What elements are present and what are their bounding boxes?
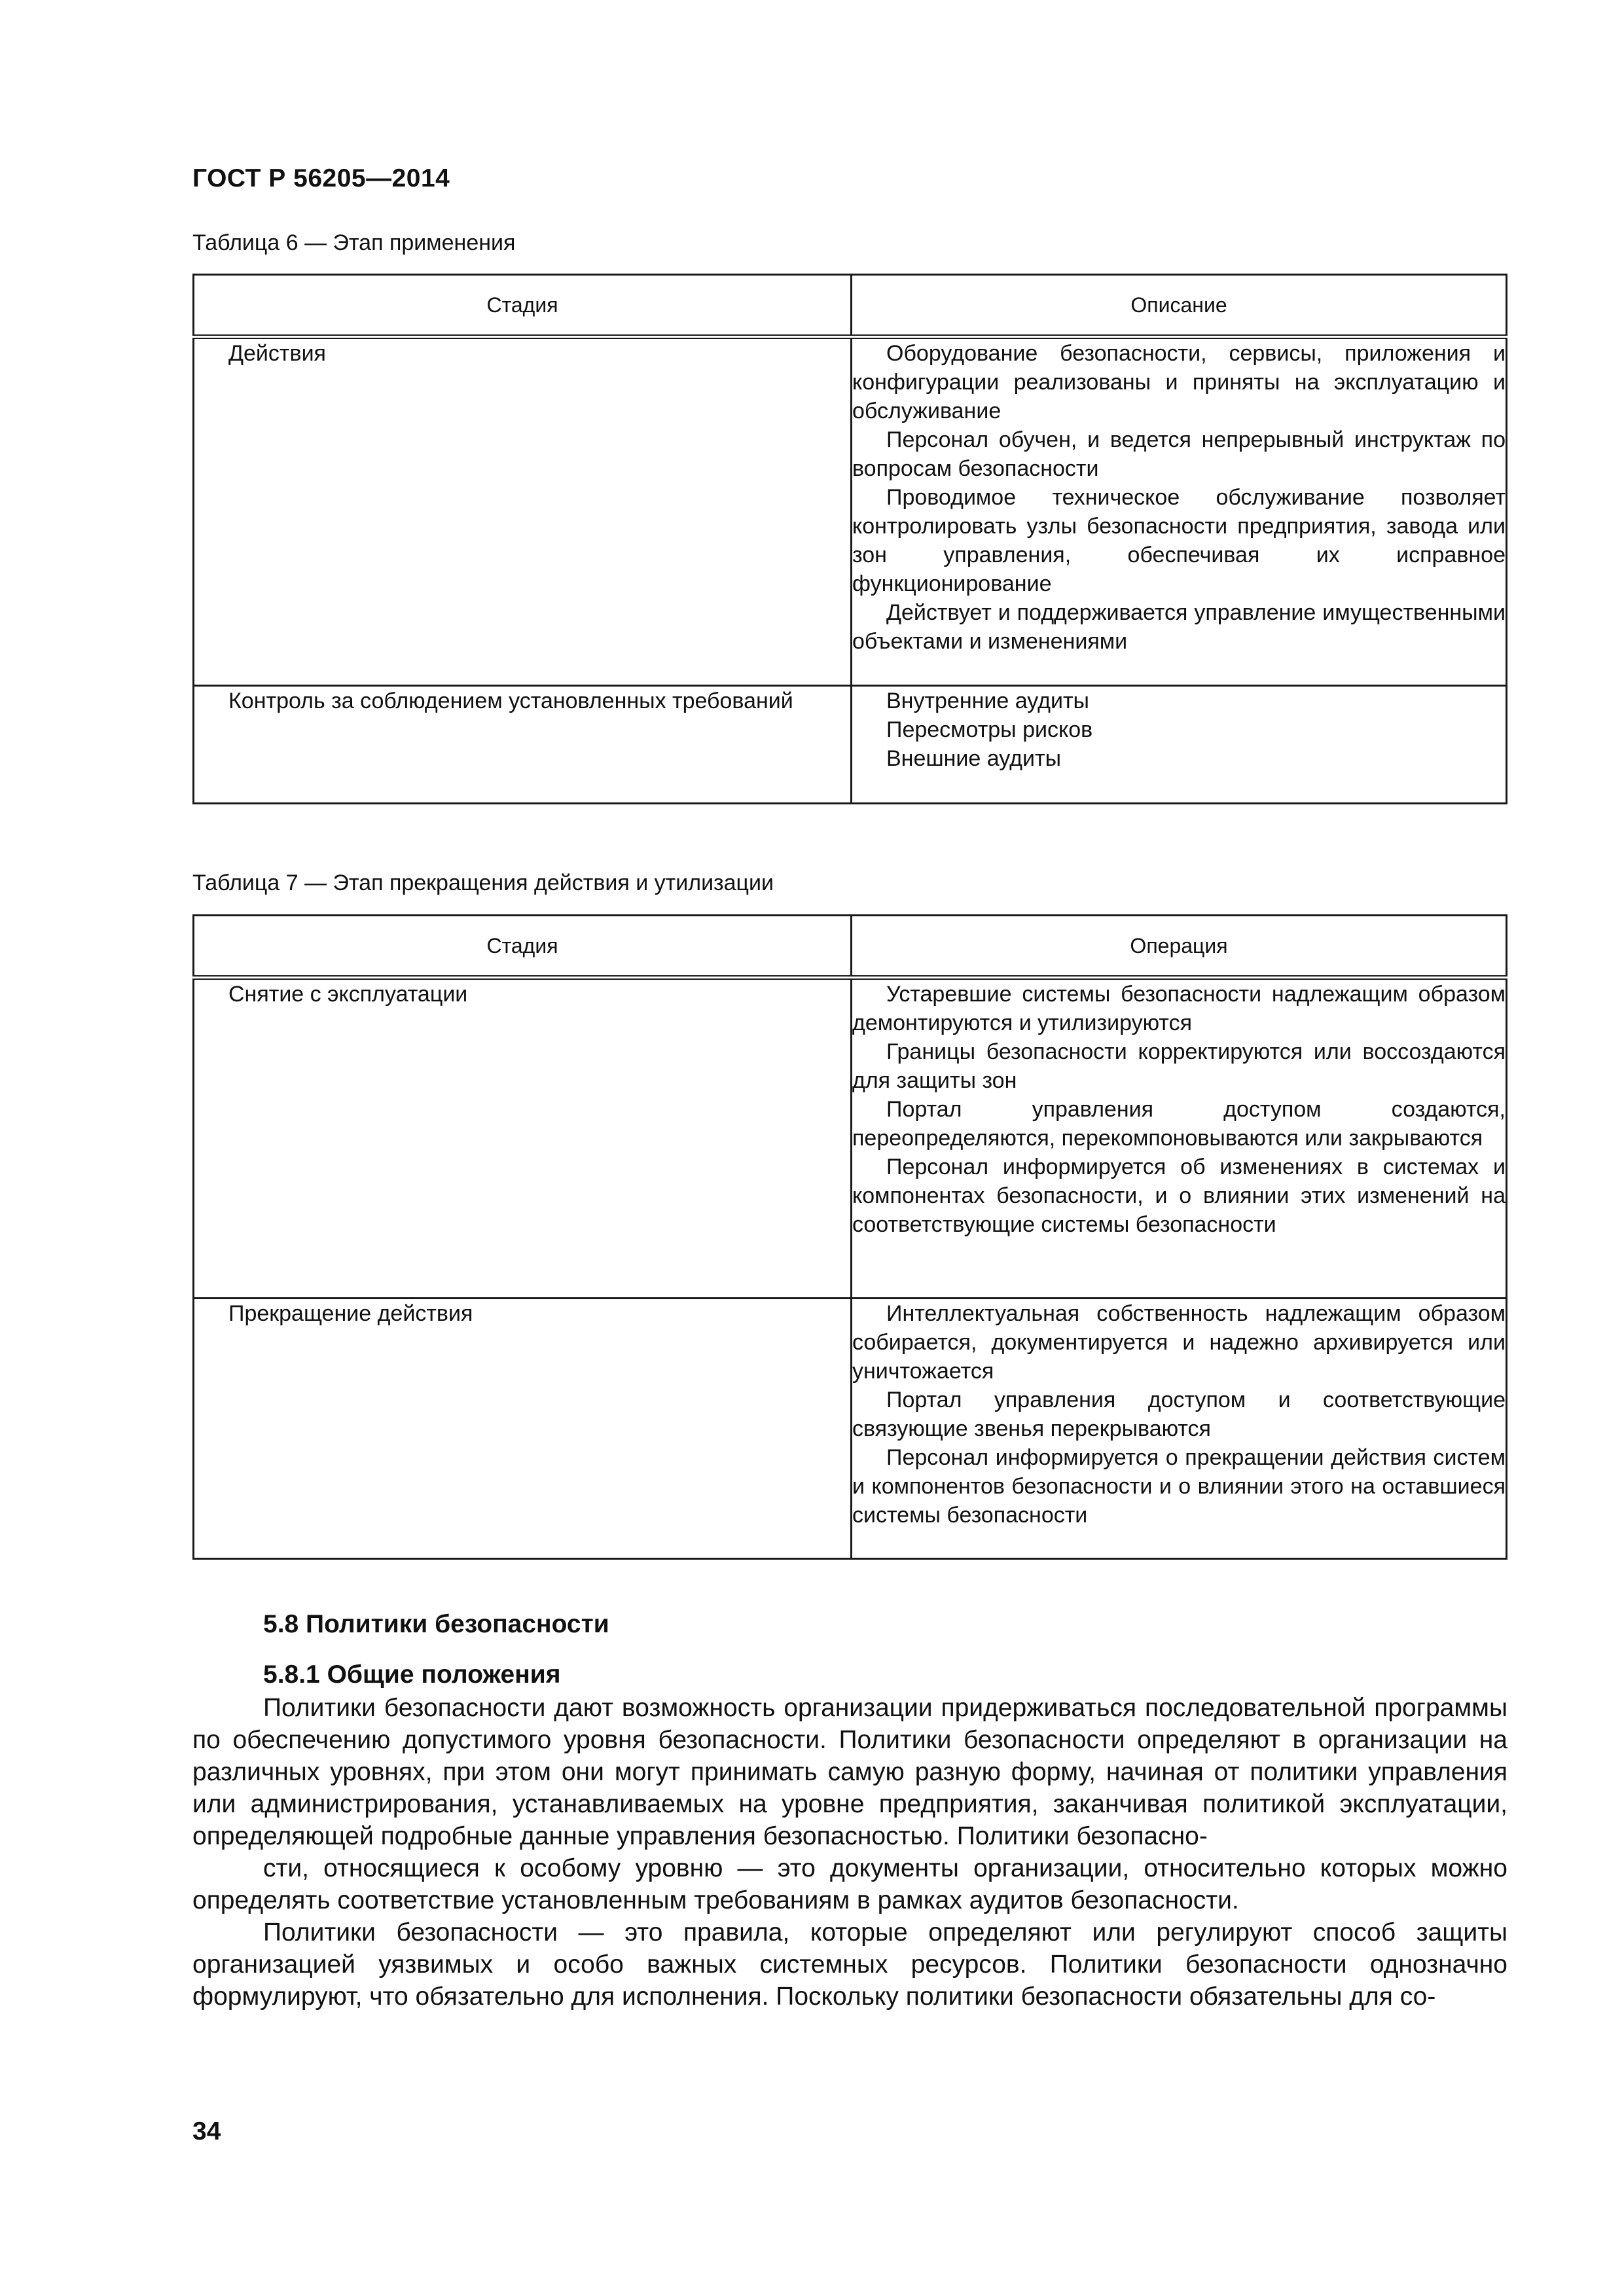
- table-cell-stage: Снятие с эксплуатации: [194, 978, 852, 1299]
- table-row: [194, 1299, 1507, 1559]
- table-7-caption: Таблица 7 — Этап прекращения действия и утилизации: [192, 870, 774, 895]
- paragraph: сти, относящиеся к особому уровню — это документы организации, относительно которых можно определять соответствие установленным требованиям в рамках аудитов безопасности.: [192, 1854, 1507, 1914]
- list-item: Проводимое техническое обслуживание позволяет контролировать узлы безопасности предприятия, завода или зон управления, обеспечивая их исправное функционирование: [852, 485, 1506, 596]
- table-7: [192, 914, 1507, 1560]
- list-item: Устаревшие системы безопасности надлежащим образом демонтируются и утилизируются: [852, 982, 1506, 1035]
- list-item: Персонал информируется об изменениях в системах и компонентах безопасности, и о влиянии этих изменений на соответствующие системы безопасности: [852, 1155, 1506, 1237]
- table-row: [194, 978, 1507, 1299]
- list-item: Внутренние аудиты: [886, 689, 1089, 713]
- list-item: Персонал обучен, и ведется непрерывный инструктаж по вопросам безопасности: [852, 427, 1506, 481]
- paragraph: Политики безопасности дают возможность организации придерживаться последовательной программы по обеспечению допустимого уровня безопасности. Политики безопасности определяют в организации на различных уровнях, при этом они могут принимать самую разную форму, начиная от политики управления или администрирования, устанавливаемых на уровне предприятия, заканчивая политикой эксплуатации, определяющей подробные данные управления безопасностью. Политики безопасно-: [192, 1694, 1507, 1850]
- table-cell-operation: [852, 1299, 1507, 1559]
- subsection-heading: 5.8.1 Общие положения: [263, 1660, 561, 1689]
- table-cell-stage: Действия: [194, 337, 852, 686]
- table-6: [192, 274, 1507, 804]
- table-6-header-description: Описание: [852, 275, 1507, 337]
- table-row: [194, 686, 1507, 804]
- paragraph: Политики безопасности — это правила, которые определяют или регулируют способ защиты организацией уязвимых и особо важных системных ресурсов. Политики безопасности однозначно формулируют, что обязательно для исполнения. Поскольку политики безопасности обязательны для со-: [192, 1918, 1507, 2011]
- table-cell-description: [852, 337, 1507, 686]
- page-number: 34: [192, 2117, 221, 2145]
- table-row: [194, 337, 1507, 686]
- table-6-caption: Таблица 6 — Этап применения: [192, 230, 516, 255]
- list-item: Портал управления доступом и соответствующие связующие звенья перекрываются: [852, 1388, 1506, 1441]
- list-item: Границы безопасности корректируются или воссоздаются для защиты зон: [852, 1039, 1506, 1093]
- section-body: [192, 1692, 1507, 2013]
- section-heading: 5.8 Политики безопасности: [263, 1610, 609, 1638]
- table-cell-stage: Прекращение действия: [194, 1299, 852, 1559]
- list-item: Портал управления доступом создаются, переопределяются, перекомпоновываются или закрываются: [852, 1097, 1506, 1151]
- document-id: ГОСТ Р 56205—2014: [192, 164, 450, 192]
- list-item: Оборудование безопасности, сервисы, приложения и конфигурации реализованы и приняты на эксплуатацию и обслуживание: [852, 341, 1506, 423]
- table-7-header-operation: Операция: [852, 916, 1507, 978]
- list-item: Внешние аудиты: [886, 746, 1062, 771]
- list-item: Действует и поддерживается управление имущественными объектами и изменениями: [852, 600, 1506, 654]
- table-cell-stage: Контроль за соблюдением установленных требований: [194, 686, 852, 804]
- list-item: Пересмотры рисков: [886, 717, 1093, 742]
- table-6-header-stage: Стадия: [194, 275, 852, 337]
- table-cell-operation: [852, 978, 1507, 1299]
- list-item: Персонал информируется о прекращении действия систем и компонентов безопасности и о влиянии этого на оставшиеся системы безопасности: [852, 1445, 1506, 1528]
- table-7-header-stage: Стадия: [194, 916, 852, 978]
- list-item: Интеллектуальная собственность надлежащим образом собирается, документируется и надежно архивируется или уничтожается: [852, 1301, 1506, 1384]
- table-cell-description: [852, 686, 1507, 804]
